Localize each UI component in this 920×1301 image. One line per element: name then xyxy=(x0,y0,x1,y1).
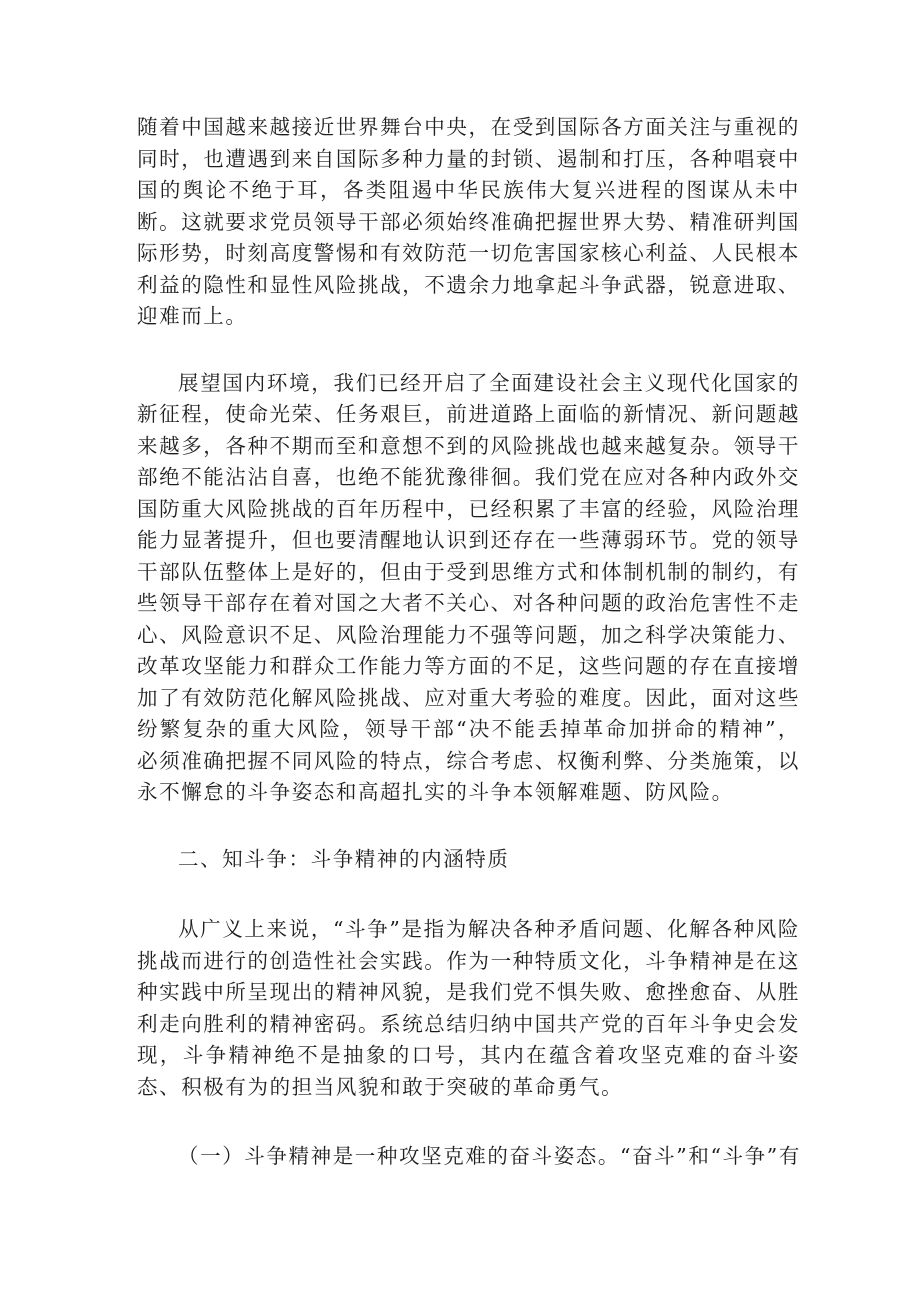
section-heading: 二、知斗争：斗争精神的内涵特质 xyxy=(178,846,510,871)
paragraph-international-situation: 随着中国越来越接近世界舞台中央，在受到国际各方面关注与重视的同时，也遭遇到来自国际多种力量的封锁、遏制和打压，各种唱衰中国的舆论不绝于耳，各类阻遏中华民族伟大复兴进程的图谋从未中断。这就要求党员领导干部必须始终准确把握世界大势、精准研判国际形势，时刻高度警惕和有效防范一切危害国家核心利益、人民根本利益的隐性和显性风险挑战，不遗余力地拿起斗争武器，锐意进取、迎难而上。 xyxy=(137,115,800,328)
paragraph-domestic-environment: 展望国内环境，我们已经开启了全面建设社会主义现代化国家的新征程，使命光荣、任务艰巨，前进道路上面临的新情况、新问题越来越多，各种不期而至和意想不到的风险挑战也越来越复杂。领导干部绝不能沾沾自喜，也绝不能犹豫徘徊。我们党在应对各种内政外交国防重大风险挑战的百年历程中，已经积累了丰富的经验，风险治理能力显著提升，但也要清醒地认识到还存在一些薄弱环节。党的领导干部队伍整体上是好的，但由于受到思维方式和体制机制的制约，有些领导干部存在着对国之大者不关心、对各种问题的政治危害性不走心、风险意识不足、风险治理能力不强等问题，加之科学决策能力、改革攻坚能力和群众工作能力等方面的不足，这些问题的存在直接增加了有效防范化解风险挑战、应对重大考验的难度。因此，面对这些纷繁复杂的重大风险，领导干部“决不能丢掉革命加拼命的精神”，必须准确把握不同风险的特点，综合考虑、权衡利弊、分类施策，以永不懈怠的斗争姿态和高超扎实的斗争本领解难题、防风险。 xyxy=(137,370,800,804)
paragraph-struggle-definition: 从广义上来说，“斗争”是指为解决各种矛盾问题、化解各种风险挑战而进行的创造性社会实践。作为一种特质文化，斗争精神是在这种实践中所呈现出的精神风貌，是我们党不惧失败、愈挫愈奋、从胜利走向胜利的精神密码。系统总结归纳中国共产党的百年斗争史会发现，斗争精神绝不是抽象的口号，其内在蕴含着攻坚克难的奋斗姿态、积极有为的担当风貌和敢于突破的革命勇气。 xyxy=(137,917,800,1099)
subsection-heading-line: （一）斗争精神是一种攻坚克难的奋斗姿态。“奋斗”和“斗争”有 xyxy=(178,1144,801,1168)
